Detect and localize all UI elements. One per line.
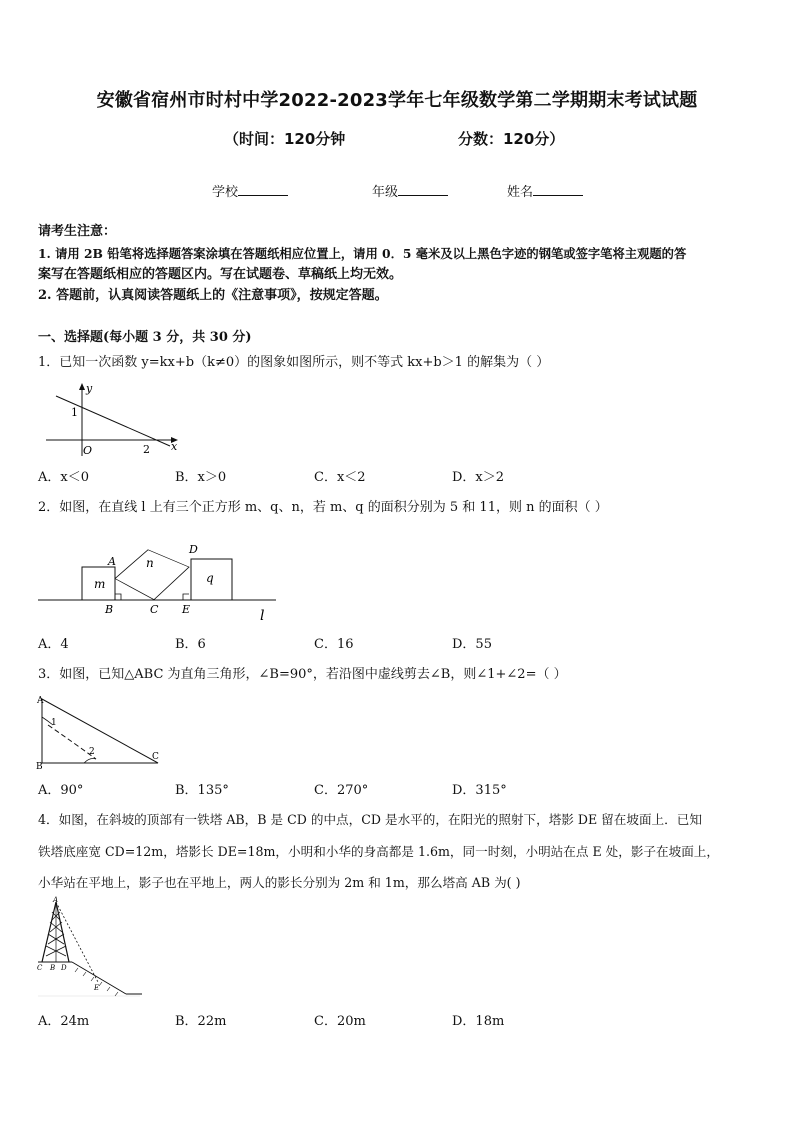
label-D: D [61, 964, 67, 972]
q4-option-c[interactable]: C．20m [314, 1014, 366, 1029]
notice-item-1a: 1. 请用 2B 铅笔将选择题答案涂填在答题纸相应位置上，请用 0．5 毫米及以上黑色字迹的钢笔或签字笔将主观题的答 [38, 246, 687, 261]
q3-option-b[interactable]: B．135° [175, 783, 229, 798]
y-axis-arrow [79, 383, 85, 390]
school-field[interactable] [212, 181, 288, 200]
question-2-options [38, 633, 758, 653]
triangle-abc [42, 699, 158, 763]
q1-option-d[interactable]: D．x＞2 [452, 470, 505, 485]
q2-option-a[interactable]: A．4 [38, 637, 69, 652]
q2-option-d[interactable]: D．55 [452, 637, 492, 652]
question-3-options [38, 779, 758, 799]
q4-option-a[interactable]: A．24m [38, 1014, 90, 1029]
question-2-text: 2．如图，在直线 l 上有三个正方形 m、q、n，若 m、q 的面积分别为 5 和 11，则 n 的面积（ ） [38, 500, 608, 515]
exam-score: 分数：120分） [458, 130, 565, 148]
q3-option-a[interactable]: A．90° [38, 783, 84, 798]
q1-option-c[interactable]: C．x＜2 [314, 470, 366, 485]
q4-option-d[interactable]: D．18m [452, 1014, 505, 1029]
label-B: B [36, 762, 43, 771]
question-3-figure [34, 691, 166, 771]
question-4-text-line1: 4．如图，在斜坡的顶部有一铁塔 AB，B 是 CD 的中点，CD 是水平的，在阳光的照射下，塔影 DE 留在坡面上．已知 [38, 812, 702, 827]
label-A: A [53, 896, 59, 904]
label-A: A [37, 696, 44, 706]
label-m: m [94, 577, 106, 591]
question-1-text: 1．已知一次函数 y=kx+b（k≠0）的图象如图所示，则不等式 kx+b＞1 的解集为（ ） [38, 355, 550, 370]
grade-field[interactable] [372, 181, 448, 200]
label-q: q [206, 571, 214, 585]
question-4-figure [36, 896, 146, 1000]
function-line [56, 396, 170, 446]
q2-option-b[interactable]: B．6 [175, 637, 206, 652]
label-E: E [182, 603, 191, 616]
school-blank[interactable] [238, 183, 288, 196]
q1-option-a[interactable]: A．x＜0 [38, 470, 89, 485]
name-label: 姓名 [507, 185, 534, 200]
label-E: E [94, 984, 100, 992]
label-D: D [189, 543, 198, 556]
label-1: 1 [51, 718, 57, 728]
label-C: C [152, 752, 159, 762]
notice-item-2: 2. 答题前，认真阅读答题纸上的《注意事项》，按规定答题。 [38, 288, 388, 303]
label-C: C [37, 964, 43, 972]
label-2: 2 [89, 747, 95, 757]
grade-label: 年级 [372, 185, 399, 200]
question-3-text: 3．如图，已知△ABC 为直角三角形，∠B=90°，若沿图中虚线剪去∠B，则∠1+∠2=（ ） [38, 667, 567, 682]
label-l: l [260, 608, 265, 624]
angle-2-arc [84, 759, 96, 764]
notice-item-1b: 案写在答题纸相应的答题区内。写在试题卷、草稿纸上均无效。 [38, 267, 403, 282]
q1-option-b[interactable]: B．x＞0 [175, 470, 227, 485]
origin-label: O [83, 444, 93, 457]
question-4-text-line3: 小华站在平地上，影子也在平地上，两人的影长分别为 2m 和 1m，那么塔高 AB 为( ) [38, 875, 521, 890]
q2-option-c[interactable]: C．16 [314, 637, 354, 652]
exam-title: 安徽省宿州市时村中学2022-2023学年七年级数学第二学期期末考试试题 [96, 90, 698, 111]
label-C: C [150, 603, 159, 616]
question-4-options [38, 1010, 758, 1030]
school-label: 学校 [212, 185, 239, 200]
x-label: x [171, 440, 178, 453]
question-1-figure [38, 378, 188, 458]
tower-left-leg [42, 902, 56, 962]
grade-blank[interactable] [398, 183, 448, 196]
tower-right-leg [56, 902, 69, 962]
q3-option-d[interactable]: D．315° [452, 783, 507, 798]
q4-option-b[interactable]: B．22m [175, 1014, 227, 1029]
q3-option-c[interactable]: C．270° [314, 783, 369, 798]
section-heading: 一、选择题(每小题 3 分，共 30 分) [38, 330, 252, 345]
y-label: y [86, 382, 93, 395]
x-intercept-label: 2 [143, 443, 150, 456]
right-angle-b [115, 594, 121, 600]
label-B: B [105, 603, 114, 616]
right-angle-e [183, 594, 189, 600]
notice-heading: 请考生注意： [38, 224, 117, 239]
label-A: A [108, 555, 116, 568]
label-B: B [50, 964, 56, 972]
question-4-text-line2: 铁塔底座宽 CD=12m，塔影长 DE=18m，小明和小华的身高都是 1.6m，同一时刻，小明站在点 E 处，影子在坡面上， [38, 844, 719, 859]
name-field[interactable] [507, 181, 583, 200]
y-intercept-label: 1 [71, 406, 78, 419]
question-1-options [38, 466, 758, 486]
question-2-figure [36, 538, 286, 626]
exam-time: （时间：120分钟 [224, 130, 346, 148]
label-n: n [146, 556, 154, 570]
name-blank[interactable] [533, 183, 583, 196]
